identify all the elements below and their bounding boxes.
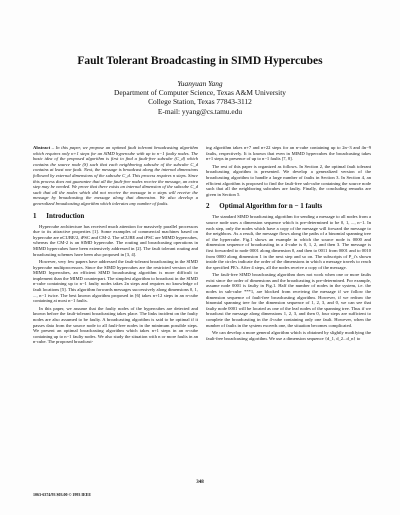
- intro-continued-paragraph: The rest of this paper is organized as follows. In Section 2, the optimal fault tolerant broadcasting algorithm is presented. We develop a generalized version of the broadcasting algorithm to handle a large number of faults in Section 3. In Section 4, an efficient algorithm is proposed to find the fault-free sub-cube containing the source node such that all the neighboring subcubes are faulty. Finally, the concluding remarks are given in Section 5.: [206, 163, 371, 197]
- page-number: 348: [196, 480, 204, 485]
- section-paragraph: The fault-free SIMD broadcasting algorithm does not work when one or more faults exist since the order of dimensions and the broadcasting is pre-determined. For example, assume node 0001 is faulty in Fig.1. Half the number of nodes in the system, i.e. the nodes in sub-cube ***1, are blocked from receiving the message if we follow the dimension sequence of fault-free broadcasting algorithm. However, if we redraw the binomial spanning tree for the dimension sequence of 1, 2, 3, and 0, we can see that faulty node 0001 will be located as one of the leaf nodes of the spanning tree. Thus if we broadcast the message along dimensions 1, 2, 3, and then 0, four steps are sufficient to complete the broadcasting in the 4-cube containing only one fault. However, when the number of faults in the system exceeds one, the situation becomes complicated.: [206, 272, 371, 328]
- section-paragraph: We can develop a more general algorithm which is obtained by slightly modifying the fault-free broadcasting algorithm. We use a dimension sequence {d_1, d_2...d_n} to: [206, 330, 371, 341]
- section-heading-optimal-algorithm: [206, 202, 371, 211]
- section-title: Optimal Algorithm for n − 1 faults: [219, 202, 323, 211]
- section-paragraph: The standard SIMD broadcasting algorithm for sending a message to all nodes from a source node uses a dimension sequence which is pre-determined to be 0, 1, ..., n−1. In each step, only the nodes which have a copy of the message will forward the message to the neighbors. As a result, the message flows along the paths of a binomial spanning tree of the hypercube. Fig.1 shows an example in which the source node is 0000 and dimension sequence of broadcasting in a 4-cube is 0, 1, 2, and then 3. The message is first forwarded to node 0001 along dimension 0, and then to 0011 from 0001 and to 0010 from 0000 along dimension 1 in the next step and so on. The subscripts of P_i's shown inside the circles indicate the order of the dimensions in which a message travels to reach the specified PE's. After 4 steps, all the nodes receive a copy of the message.: [206, 214, 371, 270]
- section-number: 1: [33, 211, 37, 220]
- section-heading-introduction: [33, 212, 198, 221]
- intro-paragraph: However, very few papers have addressed the fault-tolerant broadcasting in the SIMD hypercube multiprocessors. Since the SIMD hypercubes are the restricted version of the MIMD hypercubes, an efficient SIMD broadcasting algorithm is more difficult to implement than the MIMD counterpart. The simplest algorithm to broadcast in the SIMD n-cube containing up to n−1 faulty nodes takes 2n steps and requires no knowledge of fault locations [5]. This algorithm forwards messages successively along dimensions 0, 1, ..., n−1 twice. The best known algorithm proposed in [6] takes n+12 steps in an n-cube containing at most n−1 faults.: [33, 259, 198, 304]
- abstract: [33, 145, 198, 207]
- author-name: Yuanyuan Yang: [177, 79, 223, 88]
- abstract-label: Abstract: [33, 145, 51, 150]
- paper-title: Fault Tolerant Broadcasting in SIMD Hypercubes: [77, 55, 323, 67]
- intro-paragraph: Hypercube architecture has received much attention for massively parallel processors due to its attractive properties [1]. Some examples of commercial machines based on hypercube are nCUBE/2, iPSC and CM-2. The nCUBE and iPSC are MIMD hypercubes, whereas the CM-2 is an SIMD hypercube. The routing and broadcasting operations in MIMD hypercubes have been extensively addressed in [2]. The fault tolerant routing and broadcasting schemes have been also proposed in [3, 4].: [33, 223, 198, 257]
- city: College Station, Texas 77843-3112: [148, 97, 252, 107]
- section-number: 2: [206, 202, 210, 211]
- right-column: [206, 145, 371, 343]
- intro-paragraph: In this paper, we assume that the faulty nodes of the hypercubes are detected and known before the fault-tolerant broadcasting takes place. The links incident on the faulty nodes are also assumed to be faulty. A broadcasting algorithm is said to be optimal if it passes data from the source node to all fault-free nodes in the minimum possible steps. We present an optimal broadcasting algorithm which takes n+1 steps in an n-cube containing up to n−1 faulty nodes. We also study the situation with n or more faults in an n-cube. The proposed broadcast-: [33, 305, 198, 345]
- author-block: [0, 79, 400, 116]
- left-column: [33, 145, 198, 347]
- email: E-mail: yyang@cs.tamu.edu: [157, 106, 243, 116]
- affiliation: Department of Computer Science, Texas A&M University: [114, 88, 286, 98]
- abstract-text: – In this paper, we propose an optimal fault tolerant broadcasting algorithm which requires only n+1 steps for an SIMD hypercube with up to n−1 faulty nodes. The basic idea of the proposed algorithm is first to find a fault-free subcube (C_d) which contains the source node (S) such that each neighboring subcube of the subcube C_d contains at least one fault. Next, the message is broadcast along the internal dimensions followed by external dimensions of the subcube C_d. This process requires n steps. Since this process does not guarantee that all the fault-free nodes receive the message, an extra step may be needed. We prove that there exists an internal dimension of the subcube C_d such that all the nodes which did not receive the message in n steps will receive the message by broadcasting the message along that dimension. We also develop a generalized broadcasting algorithm which tolerates any number of faults.: [33, 145, 198, 206]
- copyright-footer: 1063-6374/93 $03.00 © 1993 IEEE: [33, 492, 91, 497]
- section-title: Introduction: [46, 211, 85, 220]
- intro-continued-paragraph: ing algorithm takes n+7 and n+22 steps for an n-cube containing up to 2n−3 and 4n−9 faults, respectively. It is known that even in MIMD hypercubes the broadcasting takes n+1 steps in presence of up to n−1 faults [7, 8].: [206, 145, 371, 162]
